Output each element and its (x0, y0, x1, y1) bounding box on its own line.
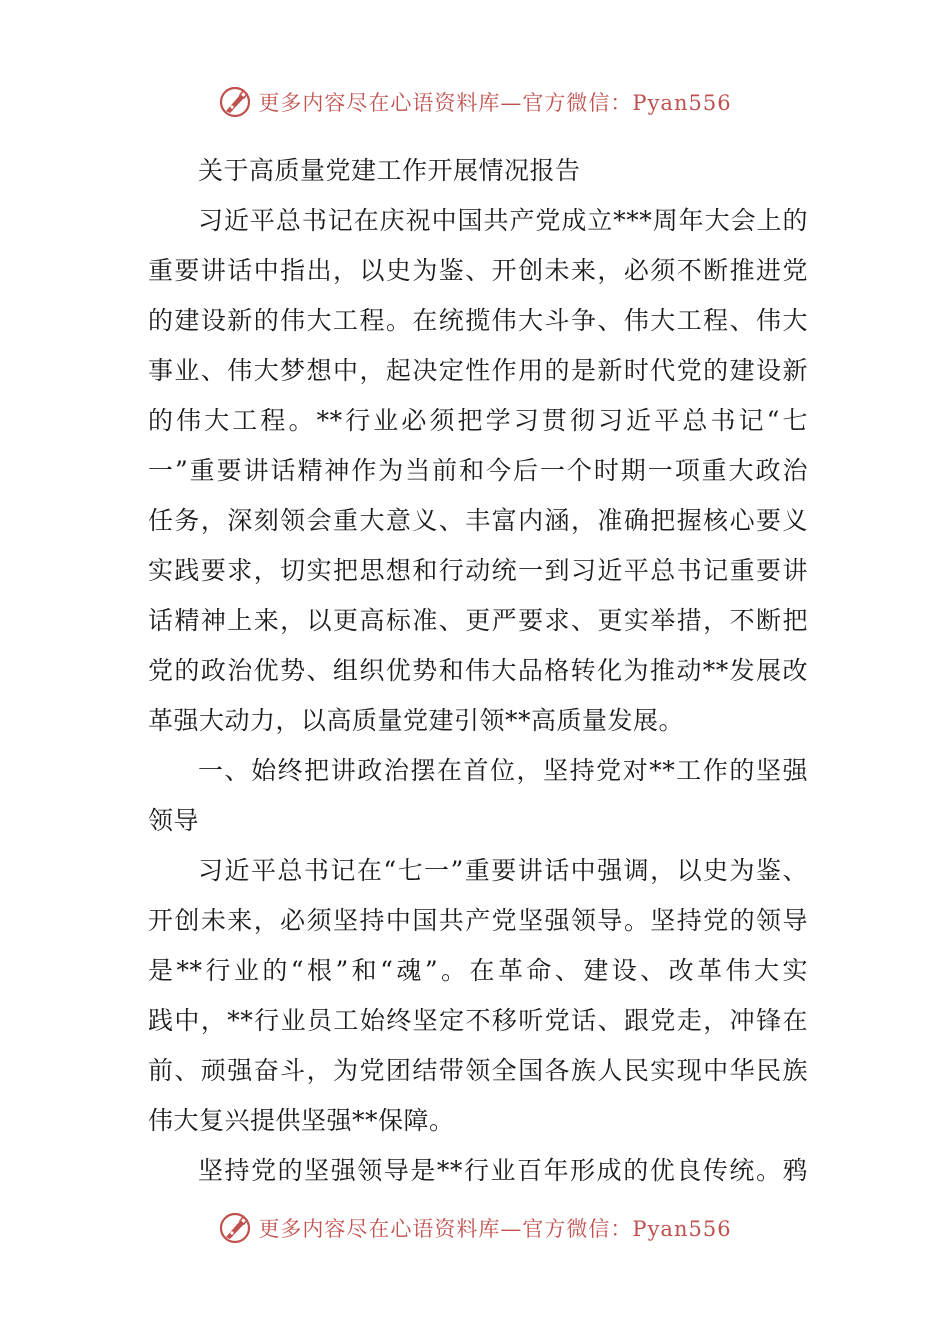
paragraph-line: 党的政治优势、组织优势和伟大品格转化为推动**发展改 (148, 656, 808, 685)
paragraph-line: 事业、伟大梦想中，起决定性作用的是新时代党的建设新 (148, 356, 808, 385)
paragraph-line: 重要讲话中指出，以史为鉴、开创未来，必须不断推进党 (148, 256, 808, 285)
watermark-text: 更多内容尽在心语资料库—官方微信：Pyan556 (258, 91, 732, 115)
paragraph-line: 坚持党的坚强领导是**行业百年形成的优良传统。鸦 (198, 1156, 808, 1185)
watermark-banner-bottom (0, 1208, 950, 1248)
pen-nib-logo-icon (218, 85, 252, 119)
paragraph-line: 是**行业的“根”和“魂”。在革命、建设、改革伟大实 (148, 956, 808, 985)
paragraph-line: 前、顽强奋斗，为党团结带领全国各族人民实现中华民族 (148, 1056, 808, 1085)
document-body (148, 146, 808, 1196)
paragraph-line: 实践要求，切实把思想和行动统一到习近平总书记重要讲 (148, 556, 808, 585)
paragraph-line: 任务，深刻领会重大意义、丰富内涵，准确把握核心要义 (148, 506, 808, 535)
paragraph-line: 践中，**行业员工始终坚定不移听党话、跟党走，冲锋在 (148, 1006, 808, 1035)
section-heading-line: 一、始终把讲政治摆在首位，坚持党对**工作的坚强 (198, 756, 808, 785)
paragraph-line: 的伟大工程。**行业必须把学习贯彻习近平总书记“七 (148, 406, 808, 435)
watermark-text: 更多内容尽在心语资料库—官方微信：Pyan556 (258, 1217, 732, 1241)
paragraph-line: 习近平总书记在“七一”重要讲话中强调，以史为鉴、 (198, 856, 808, 885)
paragraph-line: 伟大复兴提供坚强**保障。 (148, 1106, 455, 1135)
paragraph-line: 革强大动力，以高质量党建引领**高质量发展。 (148, 706, 685, 735)
document-title: 关于高质量党建工作开展情况报告 (198, 156, 581, 185)
paragraph-line: 的建设新的伟大工程。在统揽伟大斗争、伟大工程、伟大 (148, 306, 808, 335)
pen-nib-logo-icon (218, 1211, 252, 1245)
watermark-banner-top (0, 82, 950, 122)
paragraph-line: 开创未来，必须坚持中国共产党坚强领导。坚持党的领导 (148, 906, 808, 935)
section-heading-line: 领导 (148, 806, 200, 835)
paragraph-line: 话精神上来，以更高标准、更严要求、更实举措，不断把 (148, 606, 808, 635)
paragraph-line: 习近平总书记在庆祝中国共产党成立***周年大会上的 (198, 206, 808, 235)
paragraph-line: 一”重要讲话精神作为当前和今后一个时期一项重大政治 (148, 456, 808, 485)
